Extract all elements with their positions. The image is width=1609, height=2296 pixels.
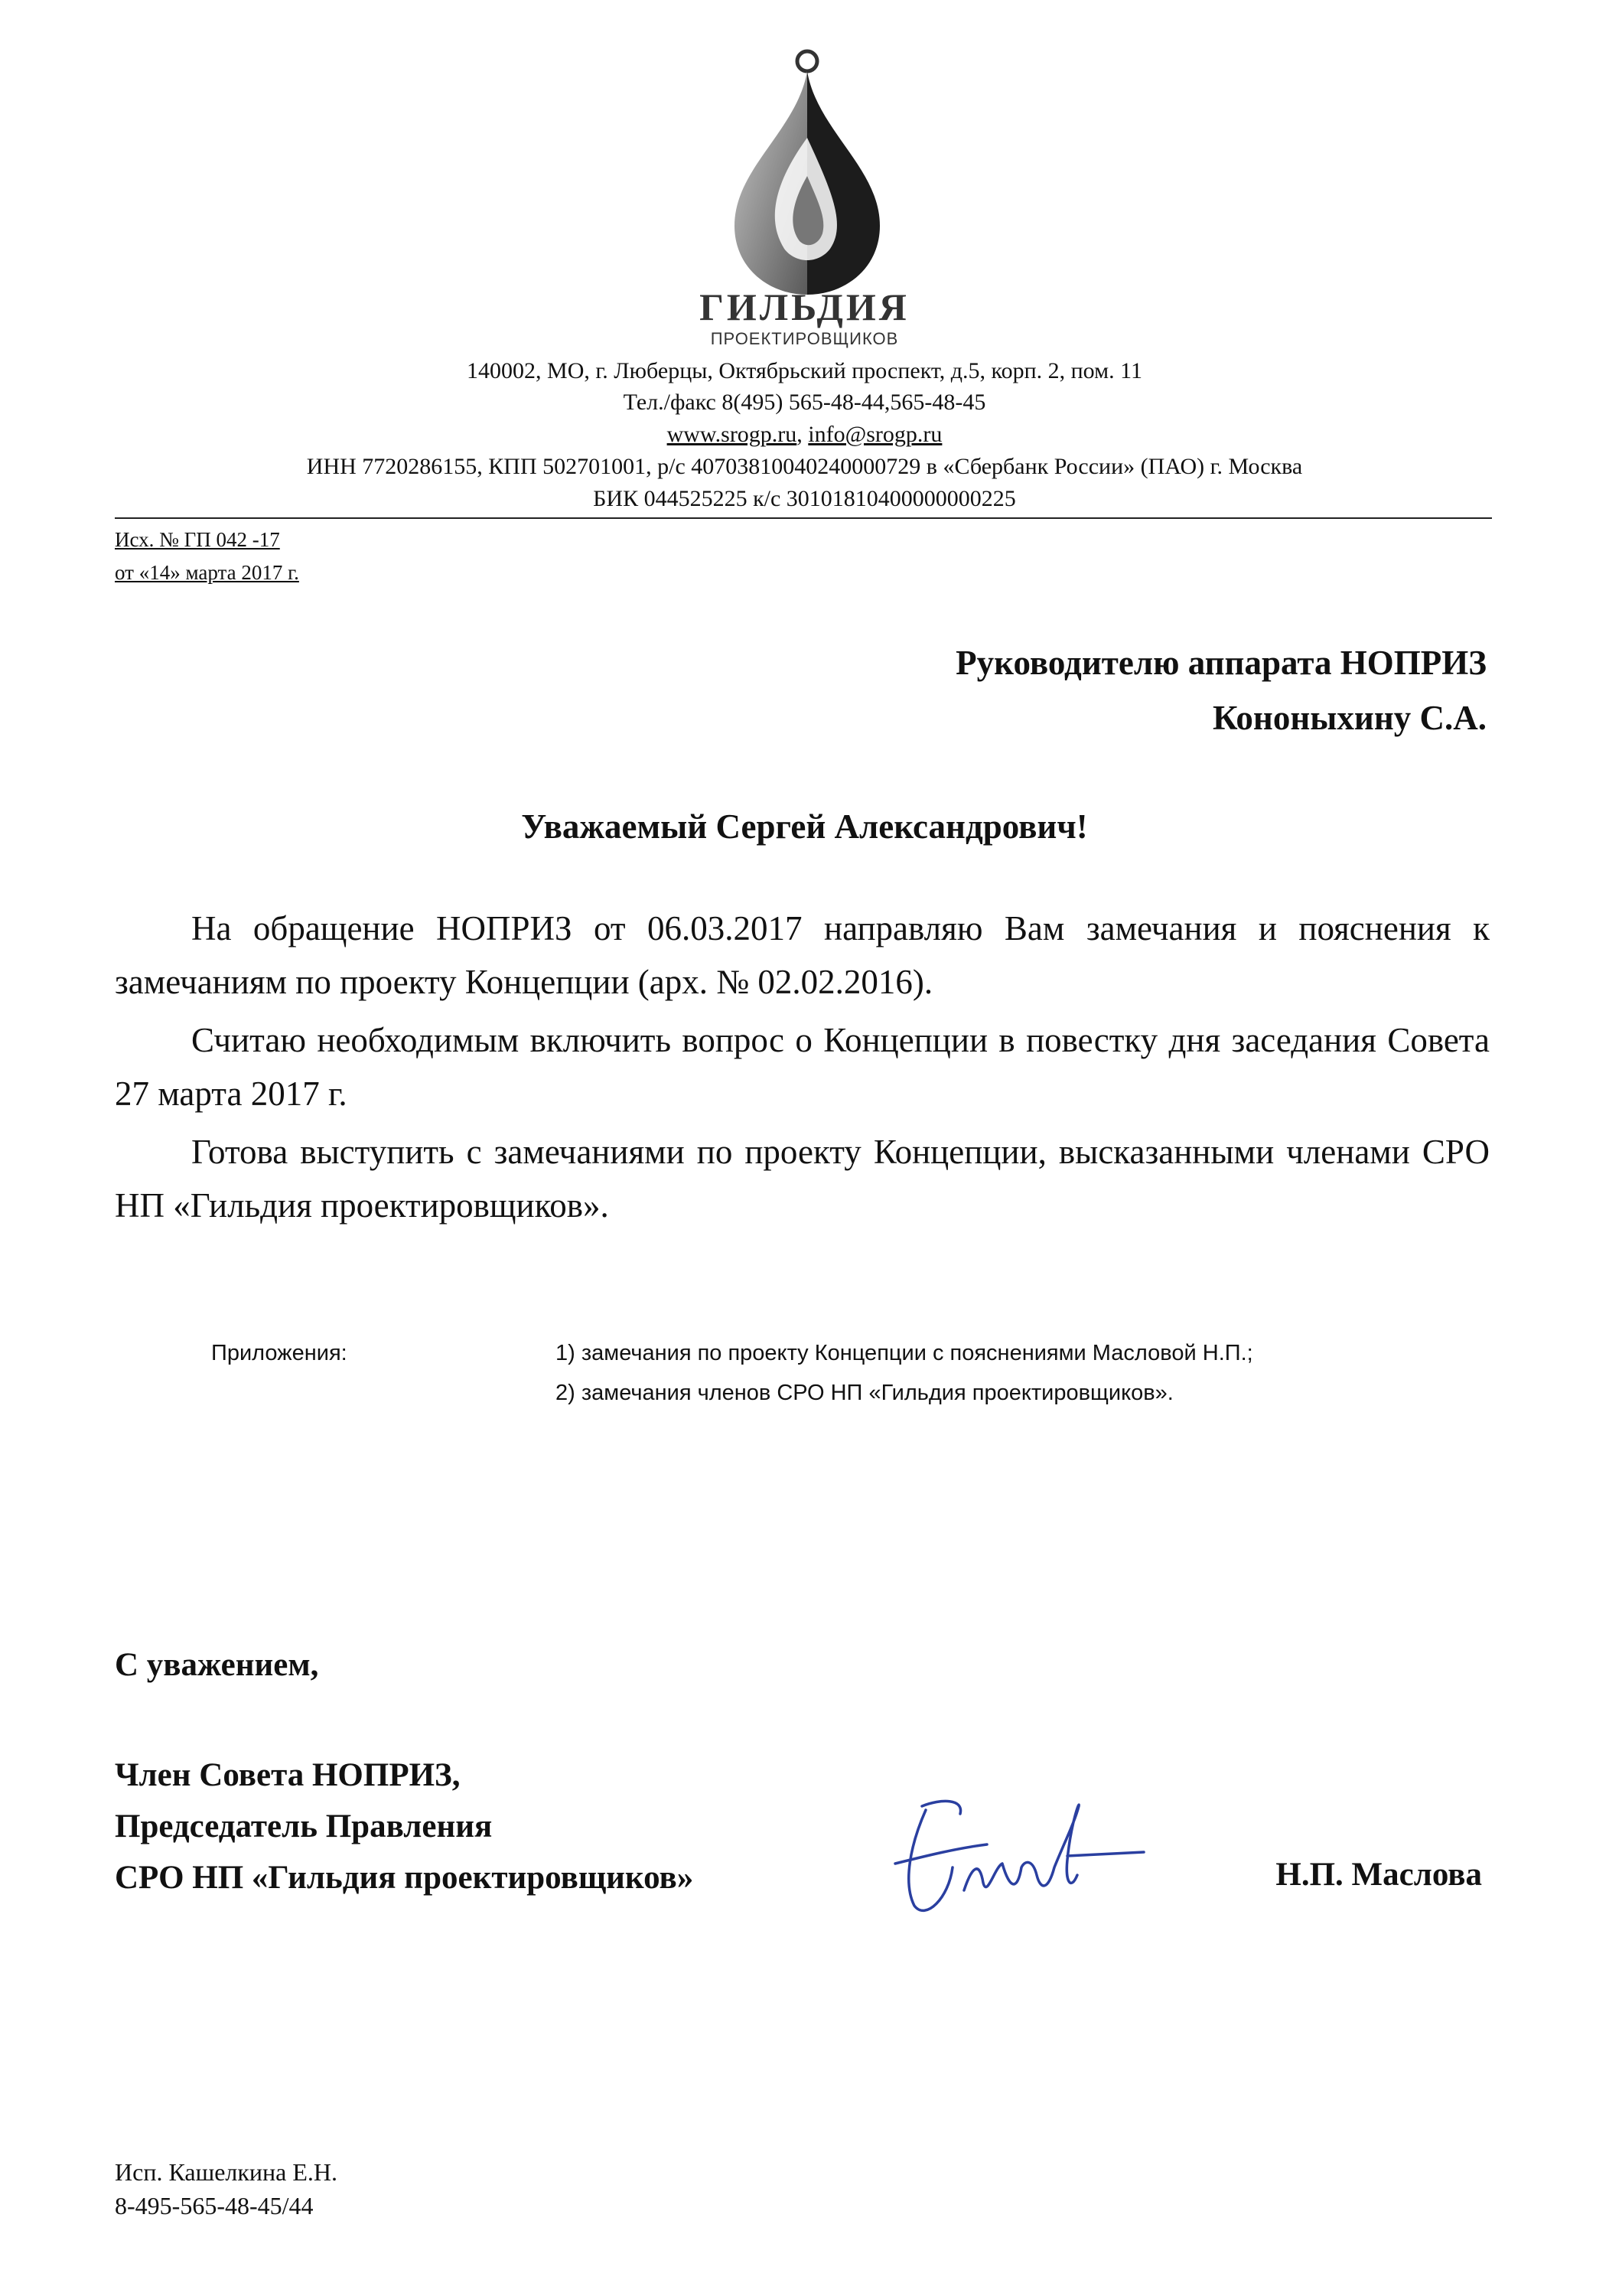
attachment-item-1: 1) замечания по проекту Концепции с пояснениями Масловой Н.П.;: [555, 1341, 1253, 1365]
addressee-name: Кононыхину С.А.: [1213, 699, 1487, 737]
signer-name: Н.П. Маслова: [1275, 1857, 1482, 1893]
website-link[interactable]: www.srogp.ru: [666, 422, 797, 447]
signer-title-1: Член Совета НОПРИЗ,: [115, 1757, 461, 1793]
signer-title-2: Председатель Правления: [115, 1808, 493, 1844]
greeting: Уважаемый Сергей Александрович!: [521, 807, 1088, 846]
outgoing-number: Исх. № ГП 042 -17: [115, 528, 280, 551]
body-paragraph-3: Готова выступить с замечаниями по проекту Концепции, высказанными членами СРО НП «Гильдия проектировщиков».: [115, 1133, 1490, 1225]
bank-details: ИНН 7720286155, КПП 502701001, р/с 40703810040240000729 в «Сбербанк России» (ПАО) г. Москва: [306, 454, 1303, 479]
body-paragraph-2: Считаю необходимым включить вопрос о Концепции в повестку дня заседания Совета 27 марта 2017 г.: [115, 1021, 1490, 1113]
signer-title-3: СРО НП «Гильдия проектировщиков»: [115, 1860, 694, 1896]
org-subtitle: ПРОЕКТИРОВЩИКОВ: [710, 329, 899, 348]
attachment-item-2: 2) замечания членов СРО НП «Гильдия проектировщиков».: [555, 1381, 1174, 1405]
org-contacts: [0, 423, 1609, 446]
org-name: ГИЛЬДИЯ: [699, 285, 910, 328]
outgoing-date: от «14» марта 2017 г.: [115, 561, 299, 584]
executor-name: Исп. Кашелкина Е.Н.: [115, 2158, 338, 2186]
contacts-separator: ,: [796, 422, 809, 447]
attachments-label: Приложения:: [211, 1341, 347, 1365]
executor-phone: 8-495-565-48-45/44: [115, 2192, 314, 2219]
guild-drop-logo-icon: [712, 46, 903, 298]
header-divider: [115, 517, 1492, 519]
org-address: 140002, МО, г. Люберцы, Октябрьский проспект, д.5, корп. 2, пом. 11: [467, 358, 1142, 383]
closing-regards: С уважением,: [115, 1647, 319, 1683]
org-phone: Тел./факс 8(495) 565-48-44,565-48-45: [623, 390, 986, 415]
bik-details: БИК 044525225 к/с 30101810400000000225: [593, 486, 1016, 511]
addressee-position: Руководителю аппарата НОПРИЗ: [956, 644, 1487, 682]
email-link[interactable]: info@srogp.ru: [808, 422, 943, 447]
handwritten-signature: [880, 1776, 1171, 1929]
body-paragraph-1: На обращение НОПРИЗ от 06.03.2017 направляю Вам замечания и пояснения к замечаниям по проекту Концепции (арх. № 02.02.2016).: [115, 909, 1490, 1001]
